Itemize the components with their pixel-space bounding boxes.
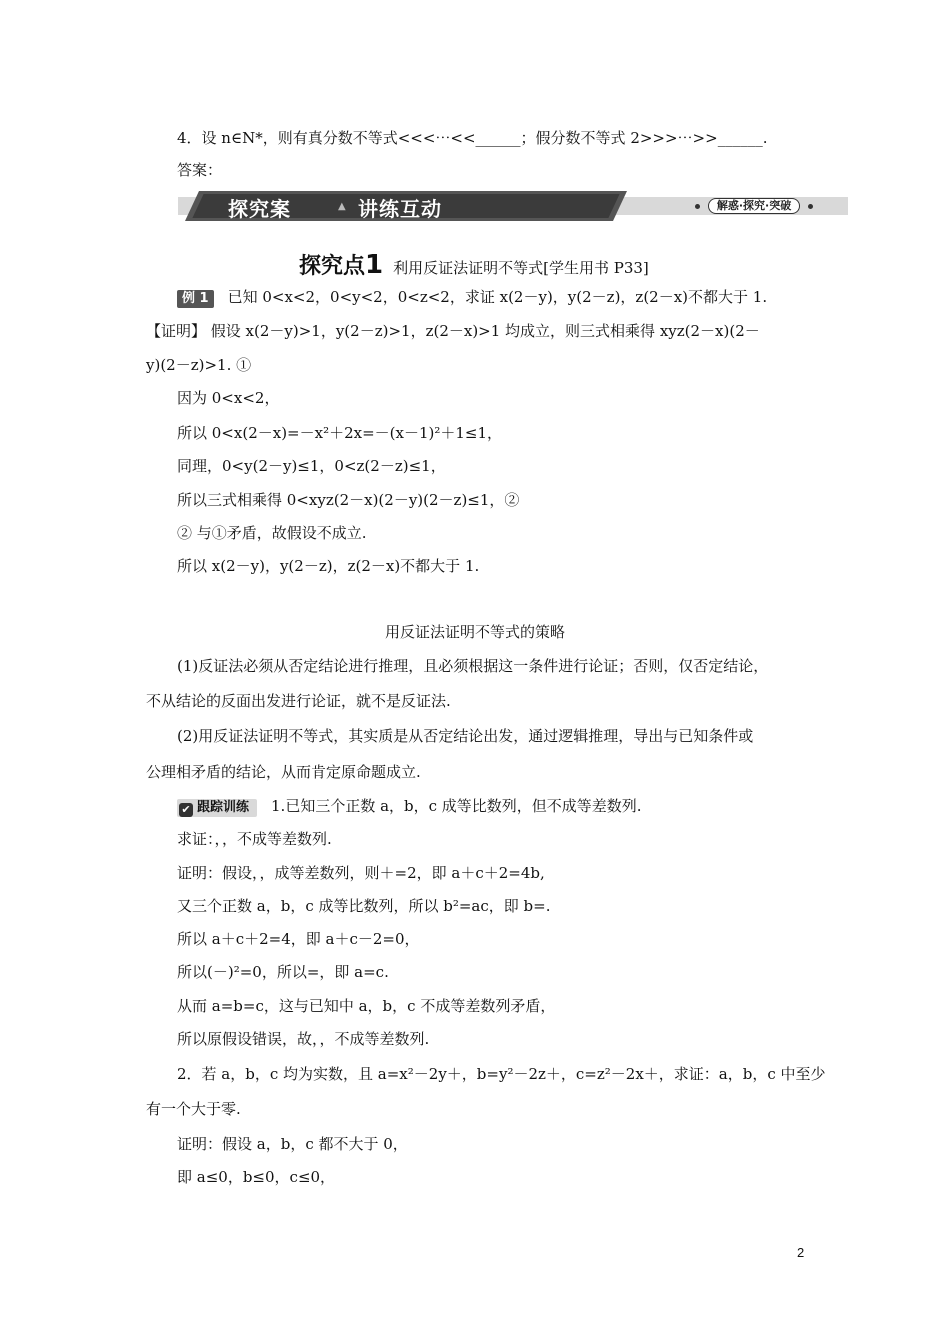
proof-line-2: y)(2－z)>1. ① [146, 356, 252, 374]
check-icon: ✔ [179, 803, 193, 817]
tracking-line: 又三个正数 a，b，c 成等比数列，所以 b²=ac，即 b=. [177, 897, 551, 915]
section-heading: 探究点1 [299, 250, 384, 280]
dot-icon [695, 204, 700, 209]
section-subtitle: 利用反证法证明不等式[学生用书 P33] [393, 259, 649, 277]
tracking-q1-text: 1.已知三个正数 a，b，c 成等比数列，但不成等差数列. [271, 797, 642, 815]
proof-line-1: 【证明】 假设 x(2－y)>1，y(2－z)>1，z(2－x)>1 均成立，则三式相乘得 xyz(2－x)(2－ [146, 322, 760, 340]
tracking-q2-step: 证明：假设 a，b，c 都不大于 0， [177, 1135, 408, 1153]
tracking-line: 证明：假设，，成等差数列，则＋=2，即 a＋c＋2=4b, [177, 864, 545, 882]
example-1 [177, 287, 767, 308]
answer-label: 答案： [177, 161, 223, 179]
banner-tag-1: 解惑 [716, 199, 739, 212]
strategy-title: 用反证法证明不等式的策略 [384, 623, 565, 641]
banner-tag-3: 突破 [769, 199, 792, 212]
tracking-tag: ✔ 跟踪训练 [177, 799, 257, 817]
proof-step: 所以 0<x(2－x)=－x²＋2x=－(x－1)²＋1≤1， [177, 424, 503, 442]
proof-step: 所以三式相乘得 0<xyz(2－x)(2－y)(2－z)≤1，② [177, 491, 520, 509]
tracking-line: 所以原假设错误，故，，不成等差数列. [177, 1030, 430, 1048]
tracking-line: 求证：，，不成等差数列. [177, 830, 332, 848]
proof-step: 同理，0<y(2－y)≤1，0<z(2－z)≤1， [177, 457, 446, 475]
section-title [299, 249, 649, 280]
strategy-p1-line1: (1)反证法必须从否定结论进行推理，且必须根据这一条件进行论证；否则，仅否定结论， [177, 657, 769, 675]
example-text: 已知 0<x<2，0<y<2，0<z<2，求证 x(2－y)，y(2－z)，z(2－x)不都大于 1. [227, 288, 768, 306]
section-banner [178, 191, 848, 221]
example-tag: 例 1 [177, 290, 214, 308]
tracking-q2-line2: 有一个大于零. [146, 1100, 241, 1118]
tracking-line: 从而 a=b=c，这与已知中 a，b，c 不成等差数列矛盾， [177, 997, 556, 1015]
question-4: 4．设 n∈N*，则有真分数不等式<<<⋯<<______；假分数不等式 2>>>⋯>>______. [177, 129, 768, 147]
banner-right-tags [691, 197, 817, 215]
tracking-q1 [177, 796, 642, 817]
tracking-line: 所以 a＋c＋2=4，即 a＋c－2=0， [177, 930, 420, 948]
banner-tag-2: 探究 [743, 199, 766, 212]
triangle-icon: ▲ [338, 201, 346, 212]
tracking-line: 所以(－)²=0，所以=，即 a=c. [177, 963, 389, 981]
proof-step: 因为 0<x<2， [177, 389, 280, 407]
strategy-p2-line1: (2)用反证法证明不等式，其实质是从否定结论出发，通过逻辑推理，导出与已知条件或 [177, 727, 754, 745]
proof-step: ② 与①矛盾，故假设不成立. [177, 524, 367, 542]
banner-pill: 解惑·探究·突破 [708, 198, 800, 214]
strategy-p2-line2: 公理相矛盾的结论，从而肯定原命题成立. [146, 763, 421, 781]
strategy-p1-line2: 不从结论的反面出发进行论证，就不是反证法. [146, 692, 451, 710]
tracking-q2-line1: 2．若 a，b，c 均为实数，且 a=x²－2y＋，b=y²－2z＋，c=z²－2x＋，求证：a，b，c 中至少 [177, 1065, 826, 1083]
dot-icon [808, 204, 813, 209]
banner-title-left: 探究案 [228, 197, 291, 221]
proof-step: 所以 x(2－y)，y(2－z)，z(2－x)不都大于 1. [177, 557, 480, 575]
page-number: 2 [797, 1245, 805, 1260]
tracking-q2-step: 即 a≤0，b≤0，c≤0， [177, 1168, 336, 1186]
banner-title-right: 讲练互动 [358, 197, 442, 221]
